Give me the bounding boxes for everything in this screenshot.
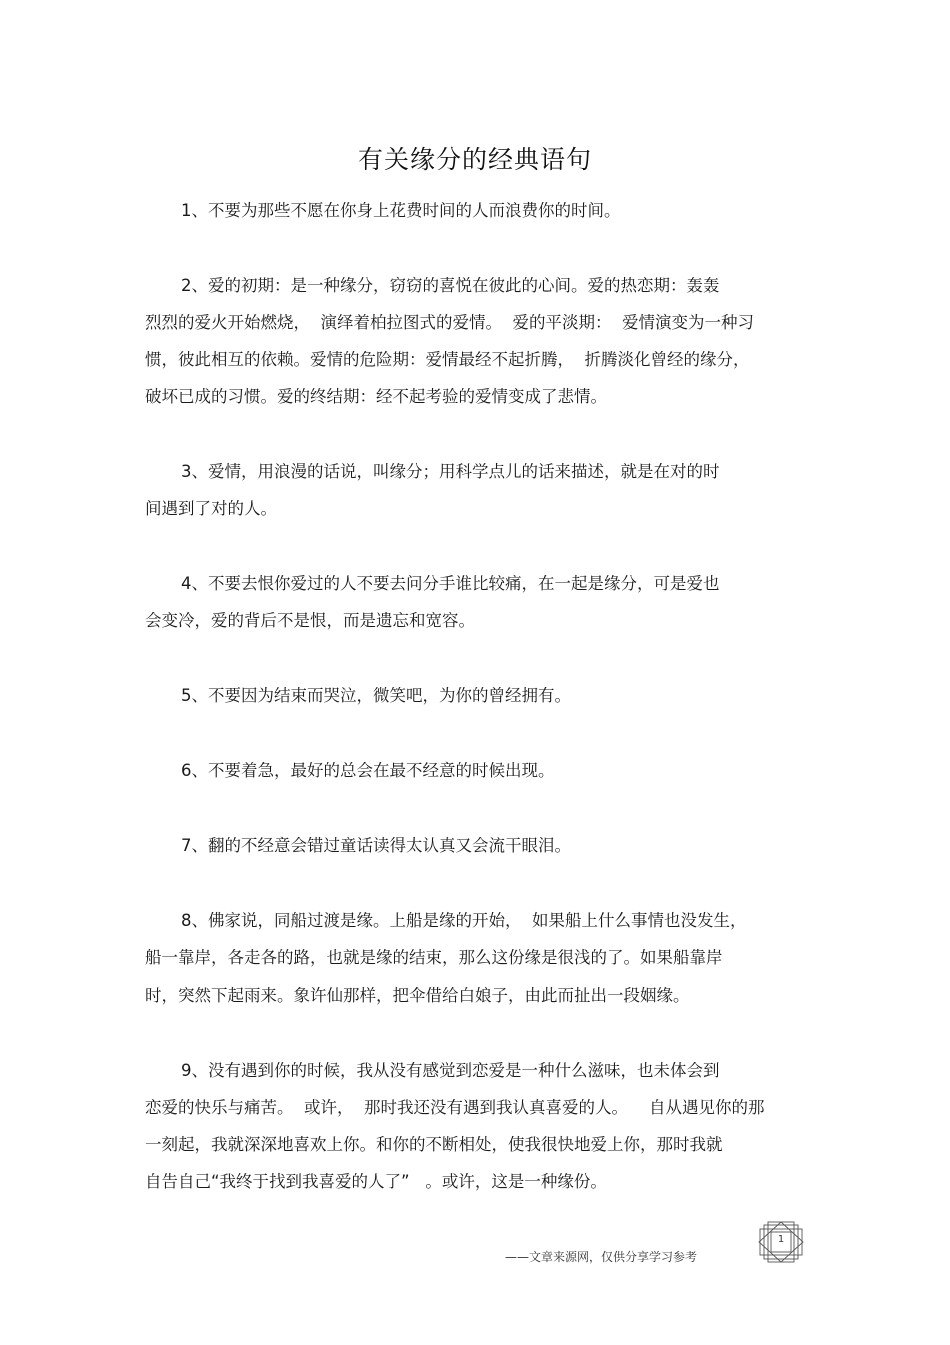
paragraph-8-line-2: 船一靠岸，各走各的路，也就是缘的结束，那么这份缘是很浅的了。如果船靠岸	[145, 948, 723, 967]
paragraph-7-line-1: 7、翻的不经意会错过童话读得太认真又会流干眼泪。	[181, 836, 571, 855]
document-title: 有关缘分的经典语句	[357, 145, 592, 174]
paragraph-3-line-1: 3、爱情，用浪漫的话说，叫缘分；用科学点儿的话来描述，就是在对的时	[181, 462, 720, 481]
paragraph-9-line-1: 9、没有遇到你的时候，我从没有感觉到恋爱是一种什么滋味，也未体会到	[181, 1061, 720, 1080]
paragraph-4-line-1: 4、不要去恨你爱过的人不要去问分手谁比较痛，在一起是缘分，可是爱也	[181, 574, 720, 593]
paragraph-9-line-4: 自告自己“我终于找到我喜爱的人了” 。或许，这是一种缘份。	[145, 1172, 607, 1191]
paragraph-8-line-1: 8、佛家说，同船过渡是缘。上船是缘的开始， 如果船上什么事情也没发生，	[181, 911, 747, 930]
paragraph-3-line-2: 间遇到了对的人。	[145, 499, 277, 518]
footer-source-note: ——文章来源网，仅供分享学习参考	[505, 1250, 698, 1264]
paragraph-5-line-1: 5、不要因为结束而哭泣，微笑吧，为你的曾经拥有。	[181, 686, 571, 705]
paragraph-8-line-3: 时，突然下起雨来。象许仙那样，把伞借给白娘子，由此而扯出一段姻缘。	[145, 986, 690, 1005]
paragraph-1-line-1: 1、不要为那些不愿在你身上花费时间的人而浪费你的时间。	[181, 201, 621, 220]
paragraph-2-line-2: 烈烈的爱火开始燃烧， 演绎着柏拉图式的爱情。 爱的平淡期： 爱情演变为一种习	[145, 313, 754, 332]
paragraph-4-line-2: 会变冷，爱的背后不是恨，而是遗忘和宽容。	[145, 611, 475, 630]
paragraph-6-line-1: 6、不要着急，最好的总会在最不经意的时候出现。	[181, 761, 555, 780]
paragraph-2-line-1: 2、爱的初期：是一种缘分，窃窃的喜悦在彼此的心间。爱的热恋期：轰轰	[181, 276, 720, 295]
paragraph-9-line-3: 一刻起，我就深深地喜欢上你。和你的不断相处，使我很快地爱上你，那时我就	[145, 1135, 723, 1154]
paragraph-2-line-4: 破坏已成的习惯。爱的终结期：经不起考验的爱情变成了悲情。	[145, 387, 607, 406]
page-number: 1	[777, 1234, 785, 1245]
paragraph-9-line-2: 恋爱的快乐与痛苦。 或许， 那时我还没有遇到我认真喜爱的人。 自从遇见你的那	[145, 1098, 765, 1117]
paragraph-2-line-3: 惯，彼此相互的依赖。爱情的危险期：爱情最经不起折腾， 折腾淡化曾经的缘分，	[145, 350, 750, 369]
